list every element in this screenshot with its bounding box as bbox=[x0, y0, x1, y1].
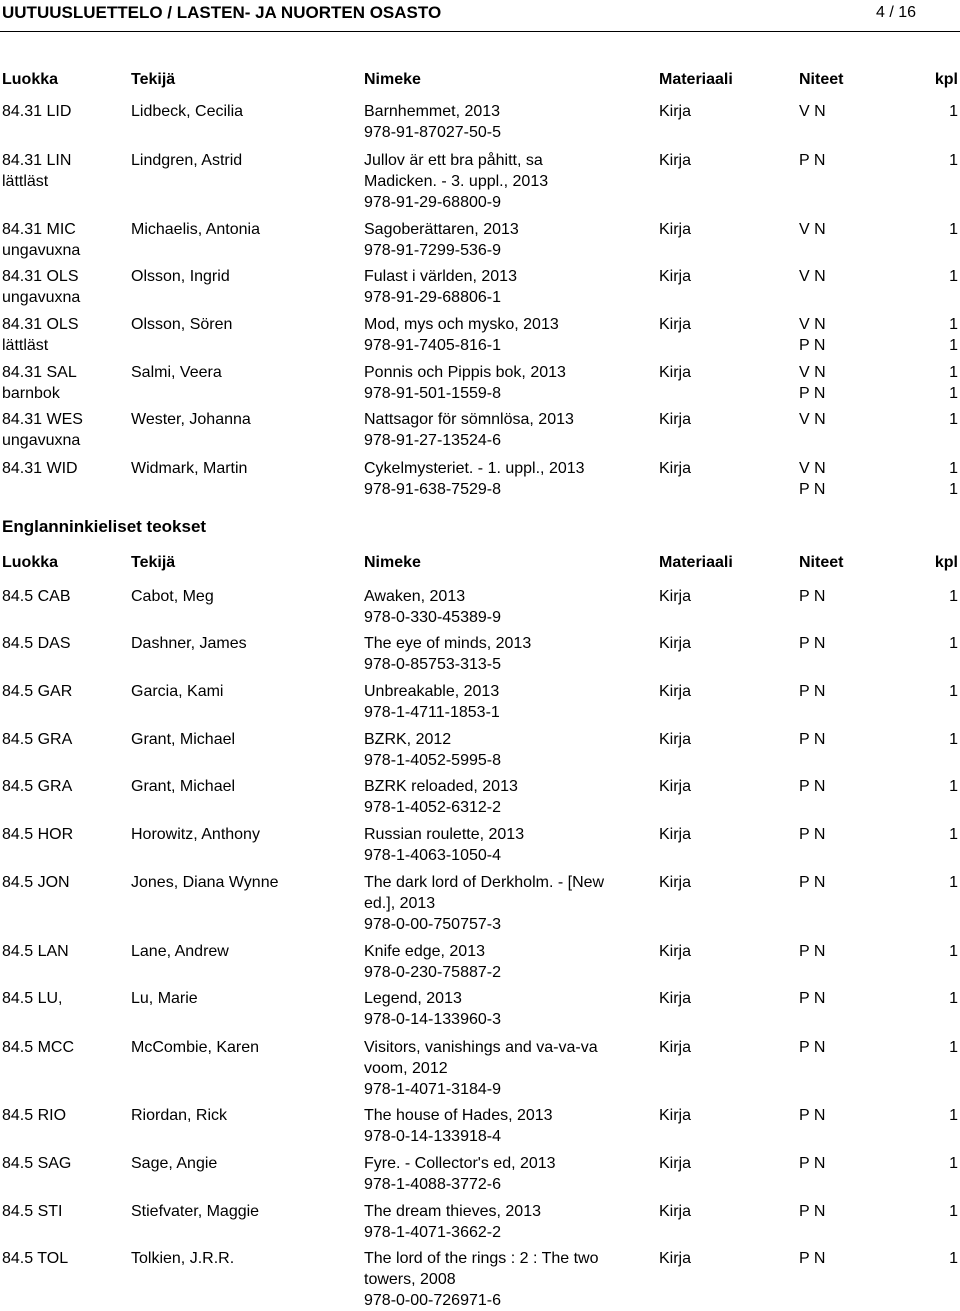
entry-author: Olsson, Ingrid bbox=[131, 268, 230, 285]
entry-copies: V N P N bbox=[799, 460, 826, 498]
entry-count: 1 bbox=[949, 874, 958, 891]
entry-material: Kirja bbox=[659, 103, 692, 120]
entry-material: Kirja bbox=[659, 778, 692, 795]
entry-material: Kirja bbox=[659, 1250, 692, 1267]
entry-class: 84.31 MIC ungavuxna bbox=[2, 221, 81, 259]
entry-title: Unbreakable, 2013 978-1-4711-1853-1 bbox=[364, 683, 500, 721]
entry-title: The dark lord of Derkholm. - [New ed.], 2013 978-0-00-750757-3 bbox=[364, 874, 605, 933]
column-header-materiaali: Materiaali bbox=[659, 554, 733, 571]
entry-count: 1 bbox=[949, 683, 958, 700]
section-title: Englanninkieliset teokset bbox=[2, 517, 207, 536]
entry-copies: V N P N bbox=[799, 316, 826, 354]
column-header-tekija: Tekijä bbox=[131, 554, 176, 571]
entry-title: Awaken, 2013 978-0-330-45389-9 bbox=[364, 588, 501, 626]
entry-class: 84.31 OLS lättläst bbox=[2, 316, 79, 354]
entry-copies: P N bbox=[799, 943, 826, 960]
entry-class: 84.5 GRA bbox=[2, 778, 73, 795]
entry-copies: P N bbox=[799, 1039, 826, 1056]
entry-count: 1 bbox=[949, 990, 958, 1007]
entry-material: Kirja bbox=[659, 731, 692, 748]
entry-title: Fyre. - Collector's ed, 2013 978-1-4088-3772-6 bbox=[364, 1155, 556, 1193]
column-header-nimeke: Nimeke bbox=[364, 71, 421, 88]
entry-copies: V N bbox=[799, 221, 826, 238]
entry-copies: P N bbox=[799, 826, 826, 843]
column-header-niteet: Niteet bbox=[799, 71, 844, 88]
page-header bbox=[0, 0, 960, 26]
entry-author: Wester, Johanna bbox=[131, 411, 251, 428]
entry-class: 84.5 DAS bbox=[2, 635, 71, 652]
entry-material: Kirja bbox=[659, 411, 692, 428]
entry-material: Kirja bbox=[659, 1203, 692, 1220]
entry-material: Kirja bbox=[659, 1155, 692, 1172]
entry-copies: P N bbox=[799, 1107, 826, 1124]
column-header-kpl: kpl bbox=[934, 554, 958, 571]
entry-count: 1 bbox=[949, 943, 958, 960]
entry-author: Jones, Diana Wynne bbox=[131, 874, 279, 891]
entry-count: 1 bbox=[949, 635, 958, 652]
entry-copies: P N bbox=[799, 1250, 826, 1267]
entry-title: The lord of the rings : 2 : The two towers, 2008 978-0-00-726971-6 bbox=[364, 1250, 599, 1309]
entry-author: McCombie, Karen bbox=[131, 1039, 260, 1056]
entry-count: 1 bbox=[949, 152, 958, 169]
entry-author: Olsson, Sören bbox=[131, 316, 233, 333]
entry-title: The dream thieves, 2013 978-1-4071-3662-2 bbox=[364, 1203, 541, 1241]
entry-material: Kirja bbox=[659, 635, 692, 652]
entry-author: Dashner, James bbox=[131, 635, 247, 652]
entry-copies: P N bbox=[799, 152, 826, 169]
entry-title: Ponnis och Pippis bok, 2013 978-91-501-1559-8 bbox=[364, 364, 566, 402]
entry-class: 84.5 LAN bbox=[2, 943, 69, 960]
entry-count: 1 1 bbox=[949, 460, 958, 498]
entry-author: Widmark, Martin bbox=[131, 460, 248, 477]
entry-class: 84.5 TOL bbox=[2, 1250, 69, 1267]
entry-title: BZRK, 2012 978-1-4052-5995-8 bbox=[364, 731, 501, 769]
entry-material: Kirja bbox=[659, 460, 692, 477]
entry-title: Russian roulette, 2013 978-1-4063-1050-4 bbox=[364, 826, 525, 864]
entry-material: Kirja bbox=[659, 221, 692, 238]
entry-count: 1 1 bbox=[949, 364, 958, 402]
entry-material: Kirja bbox=[659, 364, 692, 381]
entry-author: Garcia, Kami bbox=[131, 683, 224, 700]
entry-title: Knife edge, 2013 978-0-230-75887-2 bbox=[364, 943, 501, 981]
entry-title: The house of Hades, 2013 978-0-14-133918-4 bbox=[364, 1107, 553, 1145]
column-header-luokka: Luokka bbox=[2, 71, 59, 88]
entry-material: Kirja bbox=[659, 268, 692, 285]
entry-copies: V N bbox=[799, 268, 826, 285]
entry-title: Visitors, vanishings and va-va-va voom, 2012 978-1-4071-3184-9 bbox=[364, 1039, 598, 1098]
header-divider bbox=[0, 31, 960, 32]
entry-count: 1 bbox=[949, 778, 958, 795]
entry-author: Stiefvater, Maggie bbox=[131, 1203, 260, 1220]
entry-author: Lane, Andrew bbox=[131, 943, 229, 960]
column-header-luokka: Luokka bbox=[2, 554, 59, 571]
entry-author: Grant, Michael bbox=[131, 731, 236, 748]
entry-material: Kirja bbox=[659, 588, 692, 605]
entry-count: 1 bbox=[949, 588, 958, 605]
column-header-materiaali: Materiaali bbox=[659, 71, 733, 88]
entry-count: 1 bbox=[949, 268, 958, 285]
entry-copies: P N bbox=[799, 683, 826, 700]
entry-class: 84.5 SAG bbox=[2, 1155, 72, 1172]
entry-author: Grant, Michael bbox=[131, 778, 236, 795]
entry-material: Kirja bbox=[659, 874, 692, 891]
entry-author: Michaelis, Antonia bbox=[131, 221, 260, 238]
entry-material: Kirja bbox=[659, 152, 692, 169]
entry-copies: V N P N bbox=[799, 364, 826, 402]
entry-class: 84.31 OLS ungavuxna bbox=[2, 268, 81, 306]
entry-copies: V N bbox=[799, 411, 826, 428]
entry-copies: P N bbox=[799, 1203, 826, 1220]
entry-author: Lidbeck, Cecilia bbox=[131, 103, 244, 120]
entry-title: Legend, 2013 978-0-14-133960-3 bbox=[364, 990, 501, 1028]
entry-material: Kirja bbox=[659, 1107, 692, 1124]
entry-title: Barnhemmet, 2013 978-91-87027-50-5 bbox=[364, 103, 501, 141]
column-header-niteet: Niteet bbox=[799, 554, 844, 571]
entry-copies: P N bbox=[799, 1155, 826, 1172]
entry-title: Jullov är ett bra påhitt, sa Madicken. - 3. uppl., 2013 978-91-29-68800-9 bbox=[364, 152, 549, 211]
entry-copies: P N bbox=[799, 874, 826, 891]
entry-count: 1 bbox=[949, 103, 958, 120]
column-header-kpl: kpl bbox=[934, 71, 958, 88]
entry-copies: P N bbox=[799, 778, 826, 795]
entry-copies: P N bbox=[799, 731, 826, 748]
entry-author: Sage, Angie bbox=[131, 1155, 218, 1172]
document-title: UUTUUSLUETTELO / LASTEN- JA NUORTEN OSASTO bbox=[2, 3, 442, 22]
entry-class: 84.5 LU, bbox=[2, 990, 63, 1007]
entry-title: Nattsagor för sömnlösa, 2013 978-91-27-13524-6 bbox=[364, 411, 574, 449]
entry-count: 1 bbox=[949, 1039, 958, 1056]
page-number: 4 / 16 bbox=[875, 4, 916, 21]
entry-author: Salmi, Veera bbox=[131, 364, 222, 381]
entry-material: Kirja bbox=[659, 316, 692, 333]
entry-class: 84.31 WID bbox=[2, 460, 78, 477]
entry-count: 1 bbox=[949, 1107, 958, 1124]
entry-title: BZRK reloaded, 2013 978-1-4052-6312-2 bbox=[364, 778, 518, 816]
entry-copies: P N bbox=[799, 635, 826, 652]
entry-class: 84.5 RIO bbox=[2, 1107, 67, 1124]
entry-author: Cabot, Meg bbox=[131, 588, 214, 605]
column-header-nimeke: Nimeke bbox=[364, 554, 421, 571]
entry-title: Sagoberättaren, 2013 978-91-7299-536-9 bbox=[364, 221, 519, 259]
entry-title: Fulast i världen, 2013 978-91-29-68806-1 bbox=[364, 268, 517, 306]
entry-material: Kirja bbox=[659, 990, 692, 1007]
entry-copies: V N bbox=[799, 103, 826, 120]
entry-class: 84.31 SAL barnbok bbox=[2, 364, 77, 402]
entry-count: 1 bbox=[949, 221, 958, 238]
entry-material: Kirja bbox=[659, 943, 692, 960]
entry-class: 84.31 LIN lättläst bbox=[2, 152, 72, 190]
entry-class: 84.5 MCC bbox=[2, 1039, 75, 1056]
entry-count: 1 bbox=[949, 1155, 958, 1172]
entry-class: 84.31 LID bbox=[2, 103, 72, 120]
entry-count: 1 bbox=[949, 411, 958, 428]
entry-class: 84.5 GAR bbox=[2, 683, 73, 700]
entry-material: Kirja bbox=[659, 683, 692, 700]
column-header-tekija: Tekijä bbox=[131, 71, 176, 88]
entry-count: 1 bbox=[949, 1203, 958, 1220]
entry-class: 84.5 JON bbox=[2, 874, 70, 891]
entry-copies: P N bbox=[799, 588, 826, 605]
entry-count: 1 bbox=[949, 731, 958, 748]
entry-author: Lu, Marie bbox=[131, 990, 198, 1007]
entry-title: The eye of minds, 2013 978-0-85753-313-5 bbox=[364, 635, 532, 673]
entry-count: 1 bbox=[949, 1250, 958, 1267]
entry-class: 84.5 STI bbox=[2, 1203, 63, 1220]
entry-count: 1 bbox=[949, 826, 958, 843]
entry-class: 84.31 WES ungavuxna bbox=[2, 411, 83, 449]
entry-author: Tolkien, J.R.R. bbox=[131, 1250, 235, 1267]
entry-title: Mod, mys och mysko, 2013 978-91-7405-816-1 bbox=[364, 316, 559, 354]
entry-class: 84.5 HOR bbox=[2, 826, 74, 843]
entry-title: Cykelmysteriet. - 1. uppl., 2013 978-91-638-7529-8 bbox=[364, 460, 585, 498]
entry-class: 84.5 CAB bbox=[2, 588, 71, 605]
entry-copies: P N bbox=[799, 990, 826, 1007]
entry-count: 1 1 bbox=[949, 316, 958, 354]
entry-author: Riordan, Rick bbox=[131, 1107, 228, 1124]
entry-material: Kirja bbox=[659, 826, 692, 843]
entry-class: 84.5 GRA bbox=[2, 731, 73, 748]
entry-author: Horowitz, Anthony bbox=[131, 826, 260, 843]
entry-author: Lindgren, Astrid bbox=[131, 152, 243, 169]
entry-material: Kirja bbox=[659, 1039, 692, 1056]
